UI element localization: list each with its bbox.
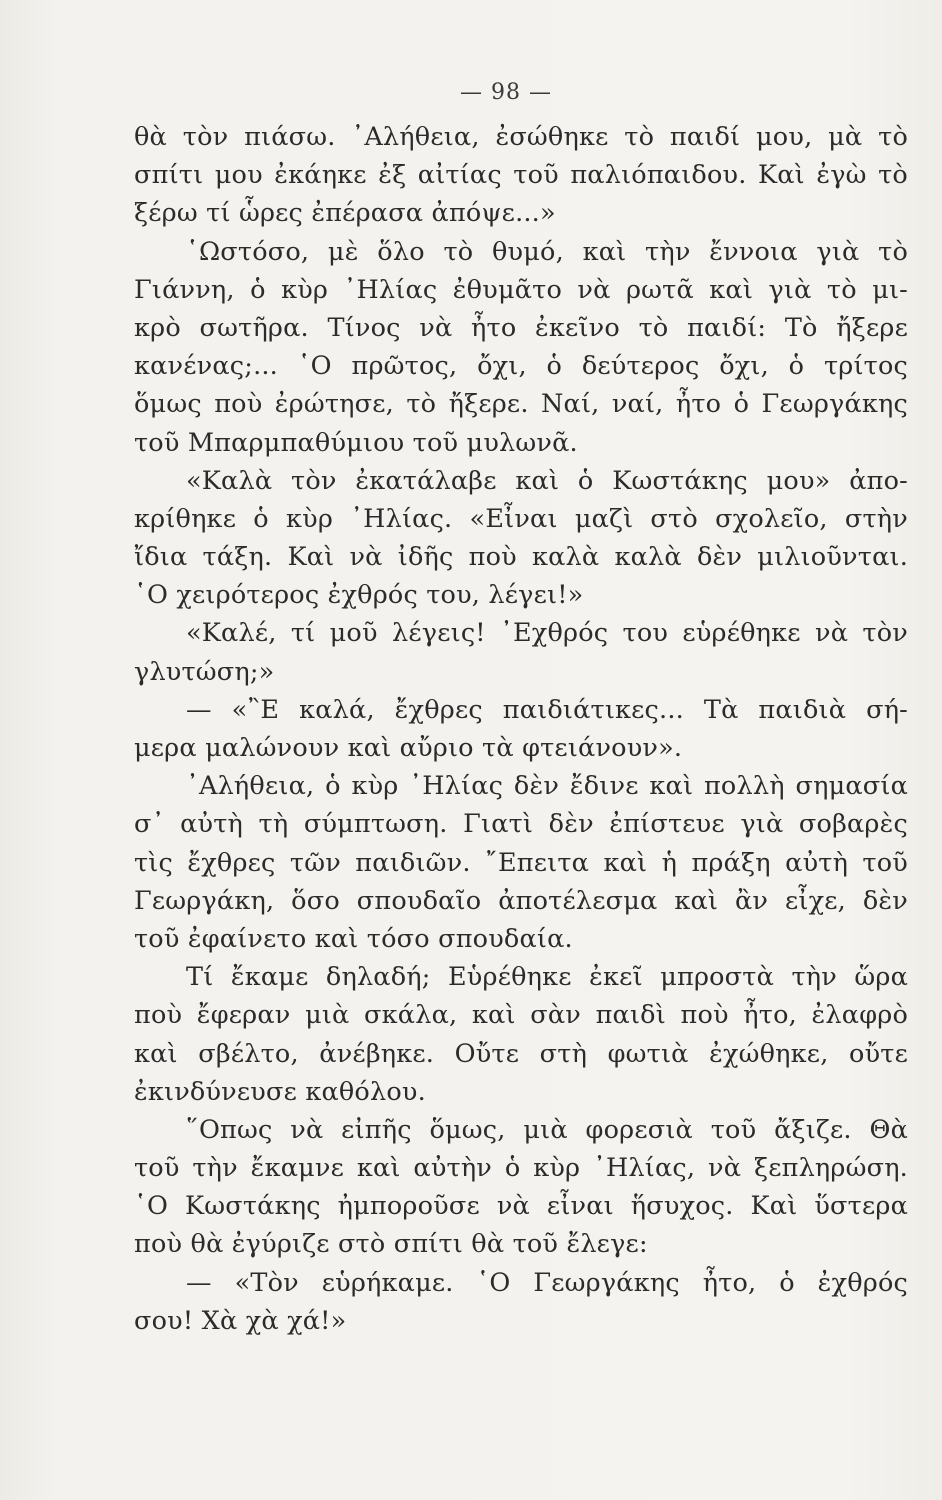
text-line: ποὺ ἔφεραν μιὰ σκάλα, καὶ σὰν παιδὶ ποὺ ἦτο, ἐλαφρὸ [134,1000,908,1031]
text-line: θὰ τὸν πιάσω. ᾿Αλήθεια, ἐσώθηκε τὸ παιδί μου, μὰ τὸ [134,122,908,152]
text-line: Τί ἔκαμε δηλαδή; Εὑρέθηκε ἐκεῖ μπροστὰ τὴν ὥρα [186,962,908,993]
body-text [134,118,908,1340]
text-line: τοῦ Μπαρμπαθύμιου τοῦ μυλωνᾶ. [134,427,578,458]
text-line: σπίτι μου ἐκάηκε ἐξ αἰτίας τοῦ παλιόπαιδου. Καὶ ἐγὼ τὸ [134,160,908,191]
text-line: ἴδια τάξη. Καὶ νὰ ἰδῆς ποὺ καλὰ καλὰ δὲν μιλιοῦνται. [134,542,908,573]
text-line: Γιάννη, ὁ κὺρ ᾿Ηλίας ἐθυμᾶτο νὰ ρωτᾶ καὶ γιὰ τὸ μι- [134,274,908,305]
text-line: ὅμως ποὺ ἐρώτησε, τὸ ἤξερε. Ναί, ναί, ἦτο ὁ Γεωργάκης [134,389,908,420]
text-line: κανένας;... ῾Ο πρῶτος, ὄχι, ὁ δεύτερος ὄχι, ὁ τρίτος [134,351,908,382]
text-line: «Καλέ, τί μοῦ λέγεις! ᾿Εχθρός του εὑρέθηκε νὰ τὸν [186,618,908,649]
text-line: ῾Ο Κωστάκης ἠμποροῦσε νὰ εἶναι ἥσυχος. Καὶ ὕστερα [134,1191,908,1222]
page-number: — 98 — [460,80,552,105]
text-line: σου! Χὰ χὰ χά!» [134,1305,347,1336]
text-line: κρὸ σωτῆρα. Τίνος νὰ ἦτο ἐκεῖνο τὸ παιδί: Τὸ ἤξερε [134,312,908,343]
text-line: ξέρω τί ὧρες ἐπέρασα ἀπόψε...» [134,198,556,229]
text-line: τὶς ἔχθρες τῶν παιδιῶν. ῎Επειτα καὶ ἡ πράξη αὐτὴ τοῦ [134,847,908,878]
text-line: ῞Οπως νὰ εἰπῆς ὅμως, μιὰ φορεσιὰ τοῦ ἄξιζε. Θὰ [186,1114,908,1145]
text-line: ῾Ωστόσο, μὲ ὅλο τὸ θυμό, καὶ τὴν ἔννοια γιὰ τὸ [186,236,908,267]
text-line: ᾿Αλήθεια, ὁ κὺρ ᾿Ηλίας δὲν ἔδινε καὶ πολλὴ σημασία [186,771,908,802]
text-line: κρίθηκε ὁ κὺρ ᾿Ηλίας. «Εἶναι μαζὶ στὸ σχολεῖο, στὴν [134,503,908,534]
text-line: γλυτώση;» [134,656,275,687]
text-line: μερα μαλώνουν καὶ αὔριο τὰ φτειάνουν». [134,733,683,763]
text-line: — «῍Ε καλά, ἔχθρες παιδιάτικες... Τὰ παιδιὰ σή- [186,694,908,725]
text-line: Γεωργάκη, ὅσο σπουδαῖο ἀποτέλεσμα καὶ ἂν εἶχε, δὲν [134,885,908,916]
text-line: τοῦ τὴν ἔκαμνε καὶ αὐτὴν ὁ κὺρ ᾿Ηλίας, νὰ ξεπληρώση. [134,1153,908,1184]
text-line: τοῦ ἐφαίνετο καὶ τόσο σπουδαία. [134,923,573,954]
text-line: σ᾿ αὐτὴ τὴ σύμπτωση. Γιατὶ δὲν ἐπίστευε γιὰ σοβαρὲς [134,809,908,840]
text-line: «Καλὰ τὸν ἐκατάλαβε καὶ ὁ Κωστάκης μου» ἀπο- [186,465,908,496]
text-line: ἐκινδύνευσε καθόλου. [134,1076,426,1107]
text-line: καὶ σβέλτο, ἀνέβηκε. Οὔτε στὴ φωτιὰ ἐχώθηκε, οὔτε [134,1038,908,1069]
text-line: — «Τὸν εὑρήκαμε. ῾Ο Γεωργάκης ἦτο, ὁ ἐχθρός [186,1267,908,1298]
text-line: ποὺ θὰ ἐγύριζε στὸ σπίτι θὰ τοῦ ἔλεγε: [134,1229,648,1260]
text-line: ῾Ο χειρότερος ἐχθρός του, λέγει!» [134,580,584,611]
